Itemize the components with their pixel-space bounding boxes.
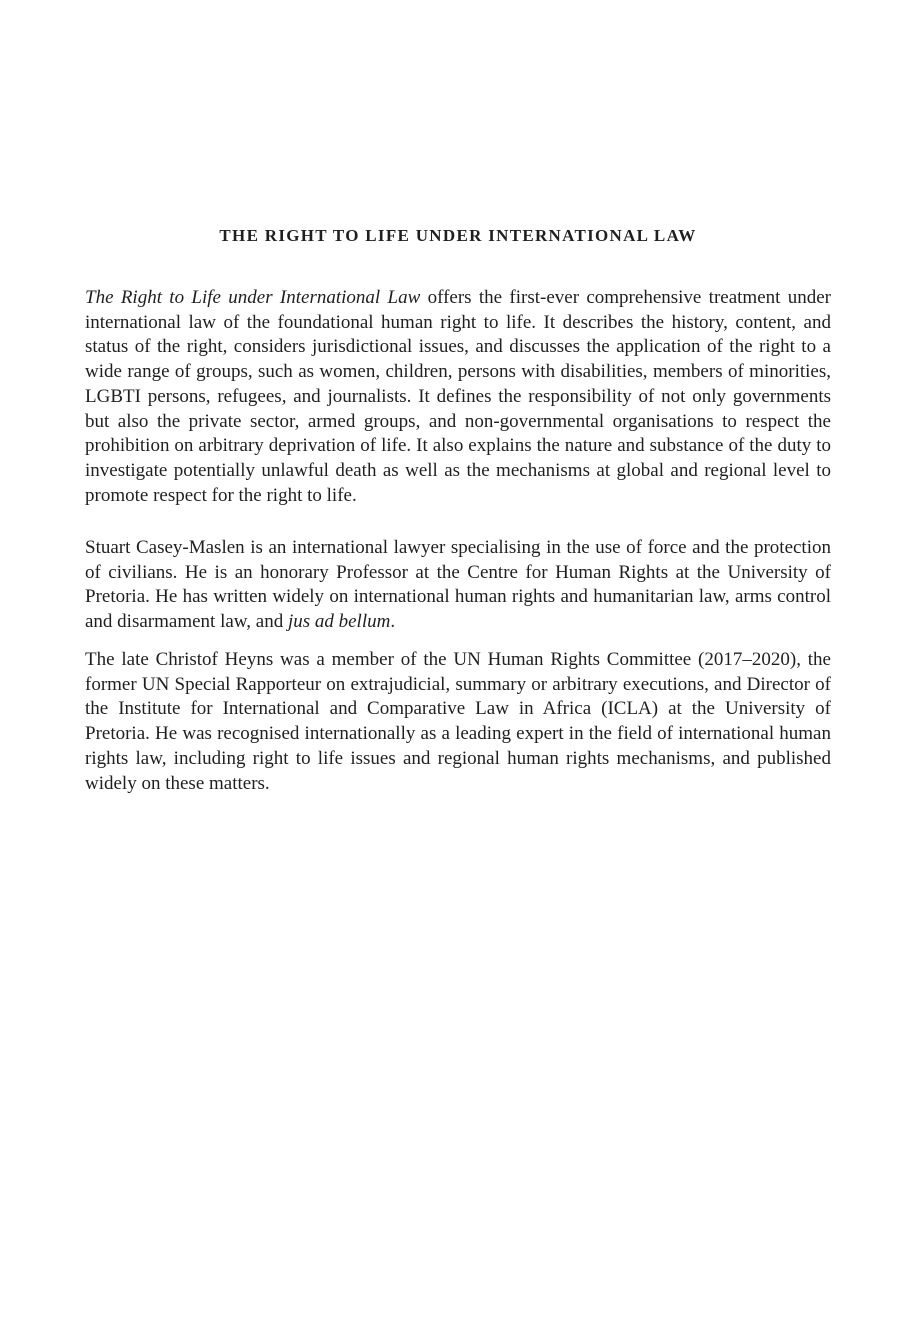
book-title-italic: The Right to Life under International Law	[85, 287, 421, 308]
book-description-text: offers the first-ever comprehensive treatment under international law of the foundational human right to life. It describes the history, content, and status of the right, considers jurisdictional issues, and discusses the application of the right to a wide range of groups, such as women, children, persons with disabilities, members of minorities, LGBTI persons, refugees, and journalists. It defines the responsibility of not only governments but also the private sector, armed groups, and non-governmental organisations to respect the prohibition on arbitrary deprivation of life. It also explains the nature and substance of the duty to investigate potentially unlawful death as well as the mechanisms at global and regional level to promote respect for the right to life.	[85, 287, 831, 506]
author-bio-text: Stuart Casey-Maslen is an international lawyer specialising in the use of force and the protection of civilians. He is an honorary Professor at the Centre for Human Rights at the University of Pretoria. He has written widely on international human rights and humanitarian law, arms control and disarmament law, and	[85, 537, 831, 633]
author-bio-casey-maslen	[85, 536, 831, 635]
author-bio-heyns: The late Christof Heyns was a member of the UN Human Rights Committee (2017–2020), the former UN Special Rapporteur on extrajudicial, summary or arbitrary executions, and Director of the Institute for International and Comparative Law in Africa (ICLA) at the University of Pretoria. He was recognised internationally as a leading expert in the field of international human rights law, including right to life issues and regional human rights mechanisms, and published widely on these matters.	[85, 649, 831, 794]
page-heading: THE RIGHT TO LIFE UNDER INTERNATIONAL LAW	[219, 226, 697, 245]
author-bio-end: .	[390, 611, 396, 633]
book-description-paragraph	[85, 286, 831, 508]
author-bio-italic-term: jus ad bellum	[287, 611, 391, 633]
